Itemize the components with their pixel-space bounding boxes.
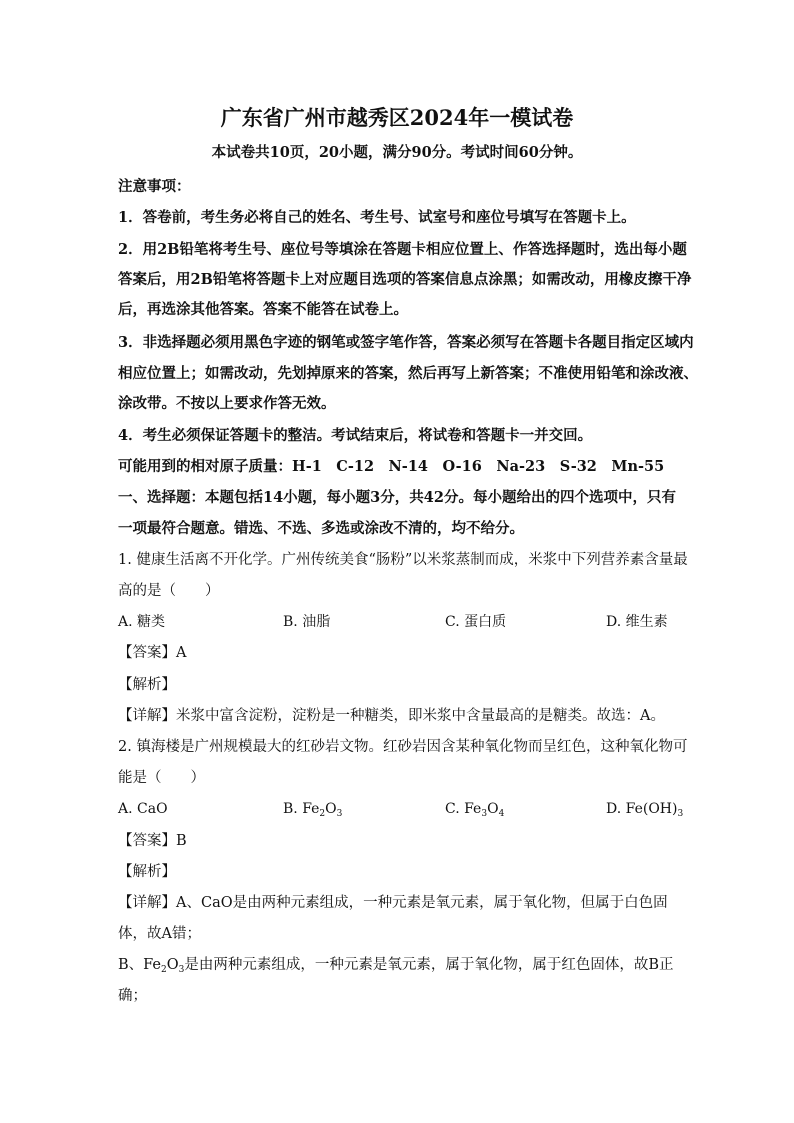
question-1-detail: 【详解】米浆中富含淀粉，淀粉是一种糖类，即米浆中含量最高的是糖类。故选：A。 bbox=[118, 708, 665, 724]
notice-item: 4．考生必须保证答题卡的整洁。考试结束后，将试卷和答题卡一并交回。 bbox=[118, 427, 593, 444]
question-2-detail: B、$Fe_2O_3$是由两种元素组成，一种元素是氧元素，属于氧化物，属于红色固体，故B正 bbox=[118, 957, 674, 975]
question-1-analysis-label: 【解析】 bbox=[118, 677, 176, 693]
notice-item: 涂改带。不按以上要求作答无效。 bbox=[118, 395, 336, 412]
question-2-option-b: B. $Fe_2O_3$ bbox=[283, 801, 343, 819]
notice-item: 答案后，用2B铅笔将答题卡上对应题目选项的答案信息点涂黑；如需改动，用橡皮擦干净 bbox=[118, 271, 692, 288]
notice-heading: 注意事项： bbox=[118, 178, 191, 195]
question-1-option-b: B. 油脂 bbox=[283, 614, 331, 630]
question-2-detail: 体，故A错； bbox=[118, 926, 201, 942]
question-1-stem: 高的是（ ） bbox=[118, 583, 220, 599]
question-1-option-c: C. 蛋白质 bbox=[445, 614, 507, 630]
question-1-answer: 【答案】A bbox=[118, 645, 187, 661]
question-2-stem: 能是（ ） bbox=[118, 770, 205, 786]
notice-item: 3．非选择题必须用黑色字迹的钢笔或签字笔作答，答案必须写在答题卡各题目指定区域内 bbox=[118, 334, 694, 351]
page-title: 广东省广州市越秀区2024年一模试卷 bbox=[220, 105, 574, 130]
question-2-detail: 【详解】A、CaO是由两种元素组成，一种元素是氧元素，属于氧化物，但属于白色固 bbox=[118, 895, 668, 911]
question-2-detail: 确； bbox=[118, 988, 147, 1004]
notice-item: 相应位置上；如需改动，先划掉原来的答案，然后再写上新答案；不准使用铅笔和涂改液、 bbox=[118, 365, 698, 382]
question-1-stem: 1. 健康生活离不开化学。广州传统美食“肠粉”以米浆蒸制而成，米浆中下列营养素含量最 bbox=[118, 552, 688, 568]
exam-info: 本试卷共10页，20小题，满分90分。考试时间60分钟。 bbox=[211, 144, 583, 161]
notice-item: 后，再选涂其他答案。答案不能答在试卷上。 bbox=[118, 301, 408, 318]
notice-item: 2．用2B铅笔将考生号、座位号等填涂在答题卡相应位置上、作答选择题时，选出每小题 bbox=[118, 241, 687, 258]
question-2-analysis-label: 【解析】 bbox=[118, 864, 176, 880]
question-2-answer: 【答案】B bbox=[118, 833, 187, 849]
question-1-option-d: D. 维生素 bbox=[606, 614, 668, 630]
question-2-stem: 2. 镇海楼是广州规模最大的红砂岩文物。红砂岩因含某种氧化物而呈红色，这种氧化物可 bbox=[118, 739, 688, 755]
notice-item: 1．答卷前，考生务必将自己的姓名、考生号、试室号和座位号填写在答题卡上。 bbox=[118, 209, 636, 226]
question-2-option-a: A. CaO bbox=[118, 801, 168, 817]
section-heading: 一项最符合题意。错选、不选、多选或涂改不清的，均不给分。 bbox=[118, 520, 524, 537]
question-2-option-c: C. $Fe_3O_4$ bbox=[445, 801, 505, 819]
question-2-option-d: D. $Fe(OH)_3$ bbox=[606, 801, 684, 819]
section-heading: 一、选择题：本题包括14小题，每小题3分，共42分。每小题给出的四个选项中，只有 bbox=[118, 489, 676, 506]
atomic-mass-line: 可能用到的相对原子质量：H-1 C-12 N-14 O-16 Na-23 S-32 Mn-55 bbox=[118, 458, 665, 475]
question-1-option-a: A. 糖类 bbox=[118, 614, 166, 630]
